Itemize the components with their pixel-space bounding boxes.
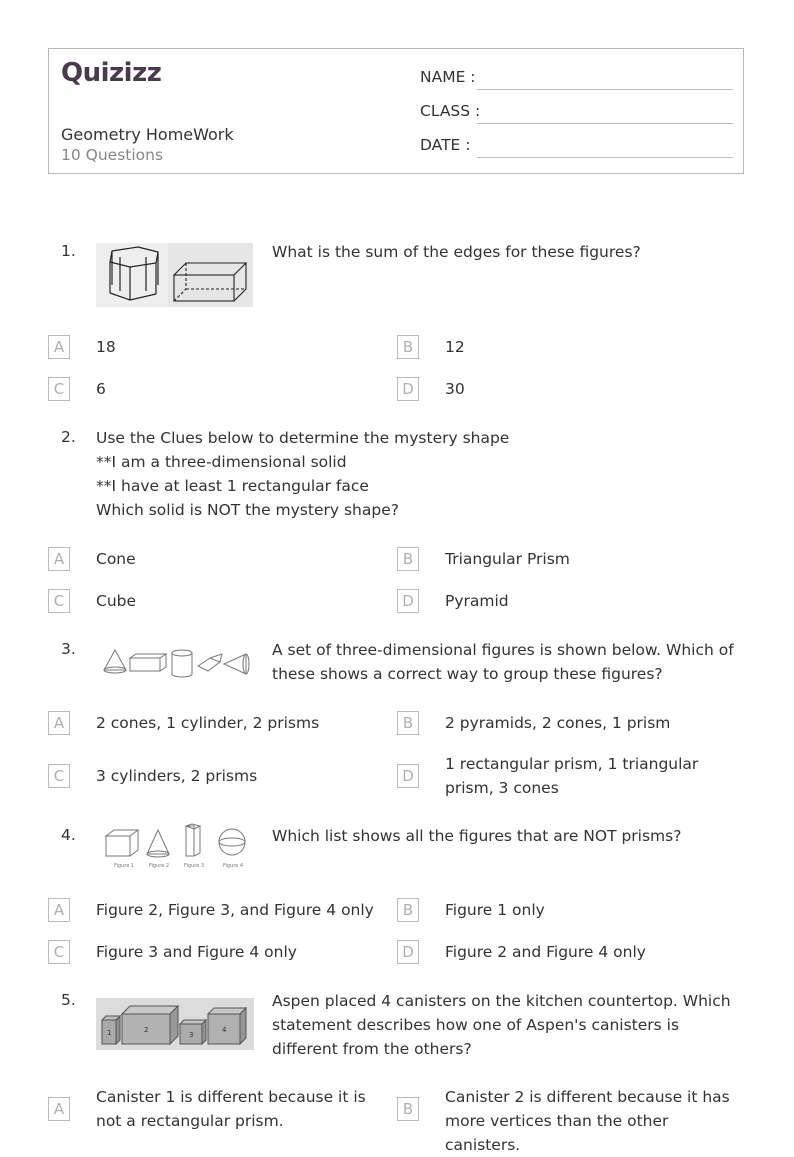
question-text: Aspen placed 4 canisters on the kitchen countertop. Which statement describes how one of Aspen's canisters is different from the others? (272, 992, 731, 1058)
quizizz-logo: Quizizz (61, 58, 162, 88)
option-letter-box[interactable]: B (397, 898, 419, 922)
question-text: A set of three-dimensional figures is shown below. Which of these shows a correct way to group these figures? (272, 641, 734, 683)
option-letter-box[interactable]: C (48, 764, 70, 788)
option-letter-box[interactable]: B (397, 1097, 419, 1121)
figure-label: Figure 2 (149, 863, 170, 869)
option-text[interactable]: 2 cones, 1 cylinder, 2 prisms (96, 714, 320, 732)
option-letter-box[interactable]: B (397, 711, 419, 735)
option-text[interactable]: 1 rectangular prism, 1 triangular prism, 3 cones (445, 755, 699, 797)
option-text[interactable]: 30 (445, 380, 465, 398)
option-text[interactable]: 12 (445, 338, 465, 356)
question-line: **I am a three-dimensional solid (96, 453, 347, 471)
question-number: 2. (61, 428, 76, 446)
option-letter-box[interactable]: A (48, 335, 70, 359)
option-letter-box[interactable]: C (48, 940, 70, 964)
question-1-figure (96, 243, 253, 311)
question-number: 5. (61, 991, 76, 1009)
canister-label: 4 (222, 1026, 227, 1034)
class-field[interactable] (477, 123, 733, 124)
option-letter-box[interactable]: C (48, 589, 70, 613)
question-line: Use the Clues below to determine the mystery shape (96, 429, 510, 447)
option-text[interactable]: Cube (96, 592, 137, 610)
option-letter-box[interactable]: D (397, 764, 419, 788)
option-text[interactable]: Canister 1 is different because it is not a rectangular prism. (96, 1088, 366, 1130)
question-number: 1. (61, 242, 76, 260)
question-text (96, 426, 716, 522)
question-number: 3. (61, 640, 76, 658)
option-letter-box[interactable]: A (48, 898, 70, 922)
name-label: NAME : (420, 68, 476, 86)
class-label: CLASS : (420, 102, 481, 120)
option-text[interactable]: 6 (96, 380, 106, 398)
figure-label: Figure 3 (184, 863, 205, 869)
question-number: 4. (61, 826, 76, 844)
option-text[interactable]: Triangular Prism (445, 550, 570, 568)
option-letter-box[interactable]: D (397, 377, 419, 401)
date-label: DATE : (420, 136, 471, 154)
option-text[interactable]: Canister 2 is different because it has more vertices than the other canisters. (445, 1088, 730, 1154)
name-field[interactable] (477, 89, 733, 90)
option-text[interactable]: Figure 2 and Figure 4 only (445, 943, 646, 961)
worksheet-header (48, 48, 744, 174)
option-text[interactable]: Cone (96, 550, 136, 568)
option-letter-box[interactable]: C (48, 377, 70, 401)
question-3-figure (100, 644, 250, 686)
option-letter-box[interactable]: B (397, 335, 419, 359)
question-count: 10 Questions (61, 146, 164, 164)
date-field[interactable] (477, 157, 733, 158)
option-letter-box[interactable]: D (397, 589, 419, 613)
question-text: What is the sum of the edges for these figures? (272, 243, 641, 261)
figure-label: Figure 1 (114, 863, 135, 869)
canister-label: 2 (144, 1026, 149, 1034)
option-letter-box[interactable]: A (48, 1097, 70, 1121)
option-text[interactable]: 3 cylinders, 2 prisms (96, 767, 258, 785)
figure-label: Figure 4 (223, 863, 244, 869)
question-line: Which solid is NOT the mystery shape? (96, 501, 399, 519)
question-4-figure (100, 822, 250, 876)
option-text[interactable]: Figure 1 only (445, 901, 545, 919)
option-letter-box[interactable]: B (397, 547, 419, 571)
question-text: Which list shows all the figures that are NOT prisms? (272, 827, 682, 845)
option-letter-box[interactable]: A (48, 547, 70, 571)
option-letter-box[interactable]: A (48, 711, 70, 735)
option-text[interactable]: 2 pyramids, 2 cones, 1 prism (445, 714, 671, 732)
option-text[interactable]: Pyramid (445, 592, 509, 610)
option-letter-box[interactable]: D (397, 940, 419, 964)
question-5-figure (96, 998, 254, 1054)
option-text[interactable]: Figure 2, Figure 3, and Figure 4 only (96, 901, 374, 919)
option-text[interactable]: Figure 3 and Figure 4 only (96, 943, 297, 961)
worksheet-title: Geometry HomeWork (61, 125, 234, 144)
canister-label: 1 (107, 1029, 112, 1037)
question-line: **I have at least 1 rectangular face (96, 477, 369, 495)
canister-label: 3 (189, 1031, 194, 1039)
option-text[interactable]: 18 (96, 338, 116, 356)
